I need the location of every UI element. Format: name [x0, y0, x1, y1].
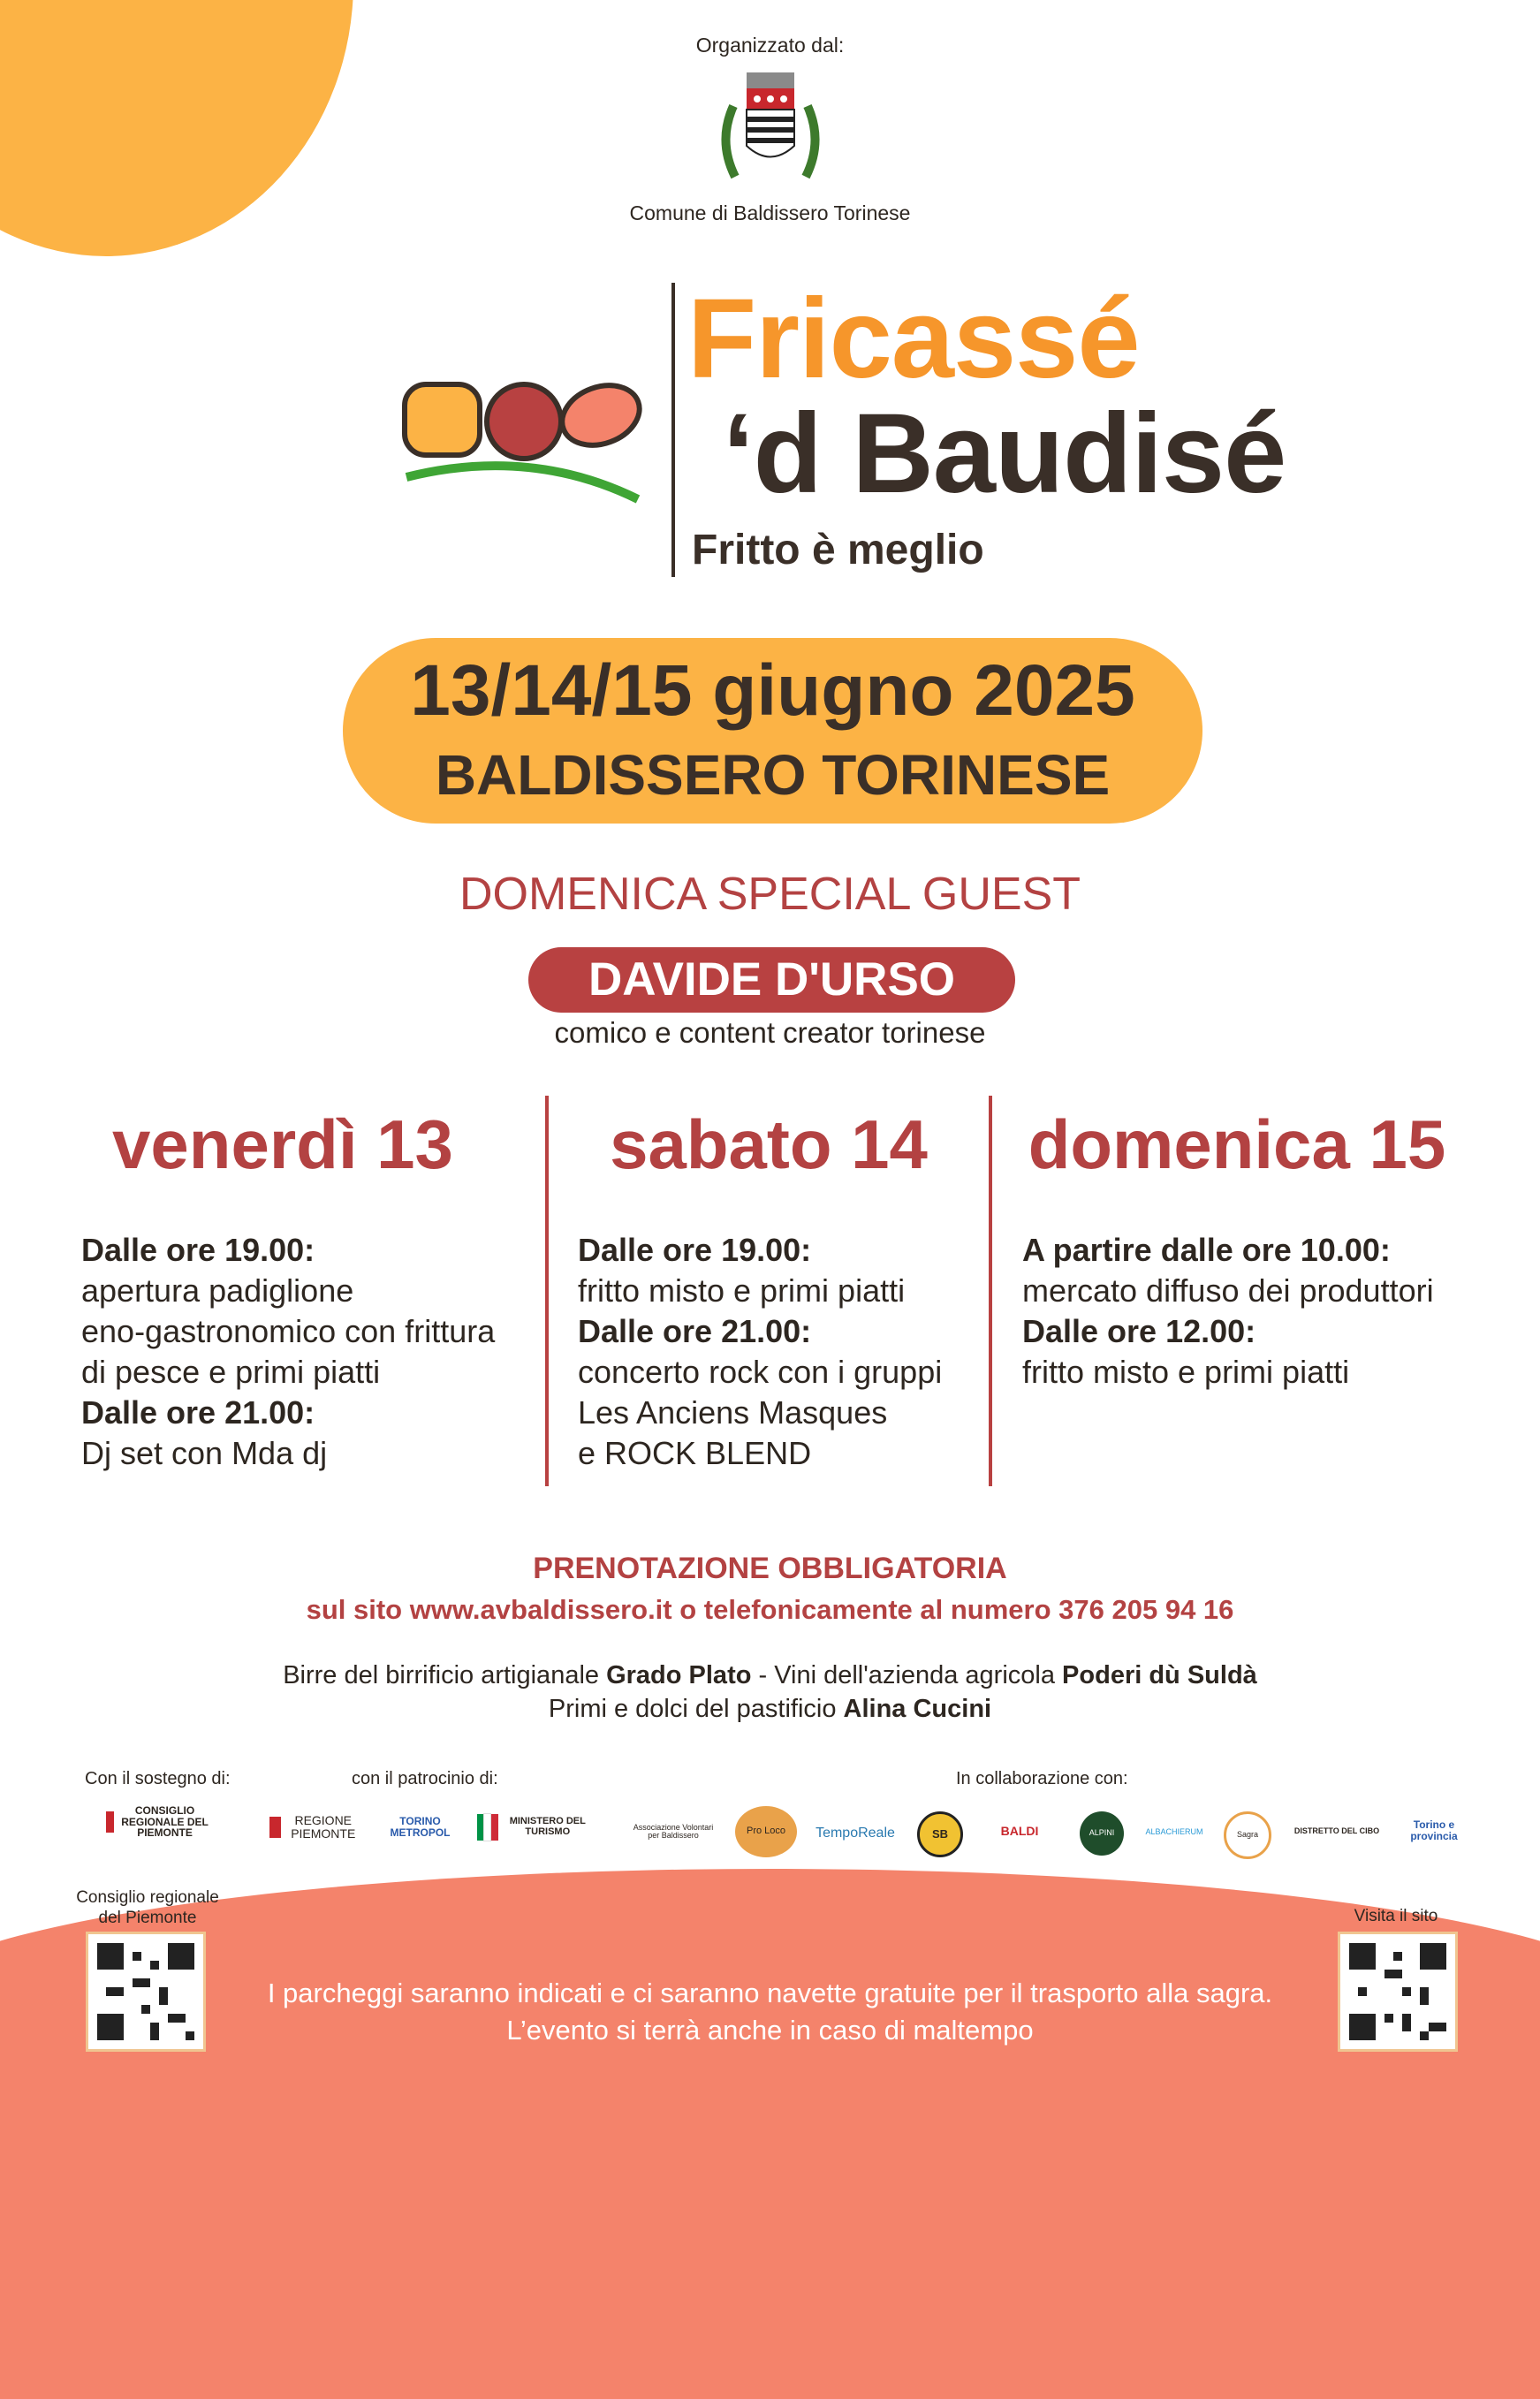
tempo-reale-logo: TempoReale: [816, 1825, 895, 1841]
suppliers-line2: [0, 1695, 1540, 1724]
flag-icon: [491, 1814, 497, 1841]
program-line: Dalle ore 19.00:: [578, 1232, 812, 1268]
program-line: fritto misto e primi piatti: [1022, 1354, 1350, 1390]
booking-details: sul sito www.avbaldissero.it o telefonicamente al numero 376 205 94 16: [306, 1594, 1234, 1625]
suppliers-text: Primi e dolci del pastificio: [548, 1695, 844, 1723]
special-guest-heading: DOMENICA SPECIAL GUEST: [459, 869, 1081, 920]
footer-weather-text: L’evento si terrà anche in caso di maltempo: [506, 2015, 1034, 2046]
logo-text: REGIONE PIEMONTE: [291, 1813, 356, 1841]
baldi-logo: BALDI: [1000, 1823, 1039, 1838]
program-line: mercato diffuso dei produttori: [1022, 1272, 1434, 1309]
qr-right-label: Visita il sito: [1354, 1907, 1438, 1925]
ministero-turismo-logo: [477, 1810, 592, 1845]
day-title-sunday: domenica 15: [1028, 1105, 1446, 1183]
footer-parking-text: I parcheggi saranno indicati e ci saranno navette gratuite per il trasporto alla sagra.: [267, 1978, 1273, 2008]
program-line: Dalle ore 21.00:: [578, 1313, 812, 1349]
event-title-line2: ‘d Baudisé: [723, 391, 1286, 517]
program-line: Dj set con Mda dj: [81, 1435, 328, 1471]
collaboration-label: In collaborazione con:: [956, 1769, 1128, 1788]
qr-left-label: Consiglio regionale del Piemonte: [76, 1888, 219, 1927]
patronage-label: con il patrocinio di:: [352, 1769, 498, 1788]
suppliers-text: Birre del birrificio artigianale: [283, 1661, 607, 1689]
coat-of-arms-icon: [717, 71, 823, 186]
pasta-maker-name: Alina Cucini: [843, 1695, 992, 1723]
program-line: e ROCK BLEND: [578, 1435, 812, 1471]
suppliers-line1: [0, 1661, 1540, 1690]
organizer-name: Comune di Baldissero Torinese: [629, 201, 911, 224]
fried-food-logo-icon: [398, 376, 645, 508]
albachierum-logo: ALBACHIERUM: [1145, 1827, 1203, 1837]
guest-description: comico e content creator torinese: [554, 1016, 986, 1049]
flag-icon: [477, 1814, 483, 1841]
flag-icon: [106, 1811, 114, 1833]
day-program-friday: [81, 1230, 541, 1474]
consiglio-regionale-logo: [106, 1803, 212, 1841]
suppliers-text: - Vini dell'azienda agricola: [751, 1661, 1063, 1689]
program-line: Dalle ore 21.00:: [81, 1394, 315, 1431]
pro-loco-logo: Pro Loco: [735, 1806, 797, 1857]
brewery-name: Grado Plato: [606, 1661, 752, 1689]
alpini-logo: ALPINI: [1080, 1811, 1124, 1856]
program-line: di pesce e primi piatti: [81, 1354, 381, 1390]
program-line: A partire dalle ore 10.00:: [1022, 1232, 1391, 1268]
program-line: concerto rock con i gruppi: [578, 1354, 943, 1390]
program-line: eno-gastronomico con frittura: [81, 1313, 496, 1349]
distretto-cibo-logo: DISTRETTO DEL CIBO: [1293, 1826, 1380, 1836]
support-label: Con il sostegno di:: [85, 1769, 231, 1788]
guest-name: DAVIDE D'URSO: [588, 953, 956, 1006]
program-line: Les Anciens Masques: [578, 1394, 888, 1431]
program-line: Dalle ore 12.00:: [1022, 1313, 1256, 1349]
day-program-saturday: [578, 1230, 984, 1474]
sagra-logo: Sagra: [1224, 1811, 1271, 1859]
booking-title: PRENOTAZIONE OBBLIGATORIA: [533, 1552, 1007, 1585]
logo-text: TORINO METROPOL: [390, 1815, 451, 1839]
logo-text: CONSIGLIO REGIONALE DEL PIEMONTE: [121, 1804, 209, 1840]
flag-icon: [269, 1817, 281, 1838]
program-line: fritto misto e primi piatti: [578, 1272, 906, 1309]
turismo-torino-logo: Torino e provincia: [1410, 1818, 1458, 1842]
salmon-footer-band: [0, 1869, 1540, 2399]
day-title-saturday: sabato 14: [610, 1105, 928, 1183]
event-place: BALDISSERO TORINESE: [435, 743, 1111, 807]
regione-piemonte-logo: [269, 1810, 362, 1845]
title-divider: [671, 283, 675, 577]
sb-logo: SB: [917, 1811, 963, 1857]
torino-metropol-logo: [378, 1810, 462, 1845]
winery-name: Poderi dù Suldà: [1062, 1661, 1257, 1689]
event-dates: 13/14/15 giugno 2025: [410, 650, 1135, 731]
program-line: Dalle ore 19.00:: [81, 1232, 315, 1268]
event-title-line1: Fricassé: [687, 276, 1140, 402]
day-title-friday: venerdì 13: [112, 1105, 453, 1183]
program-line: apertura padiglione: [81, 1272, 354, 1309]
day-program-sunday: [1022, 1230, 1517, 1393]
event-tagline: Fritto è meglio: [692, 527, 984, 573]
volontari-baldissero-logo: Associazione Volontari per Baldissero: [633, 1822, 714, 1840]
logo-text: MINISTERO DEL TURISMO: [509, 1816, 586, 1837]
flag-icon: [483, 1813, 491, 1841]
organized-by-label: Organizzato dal:: [695, 34, 845, 57]
